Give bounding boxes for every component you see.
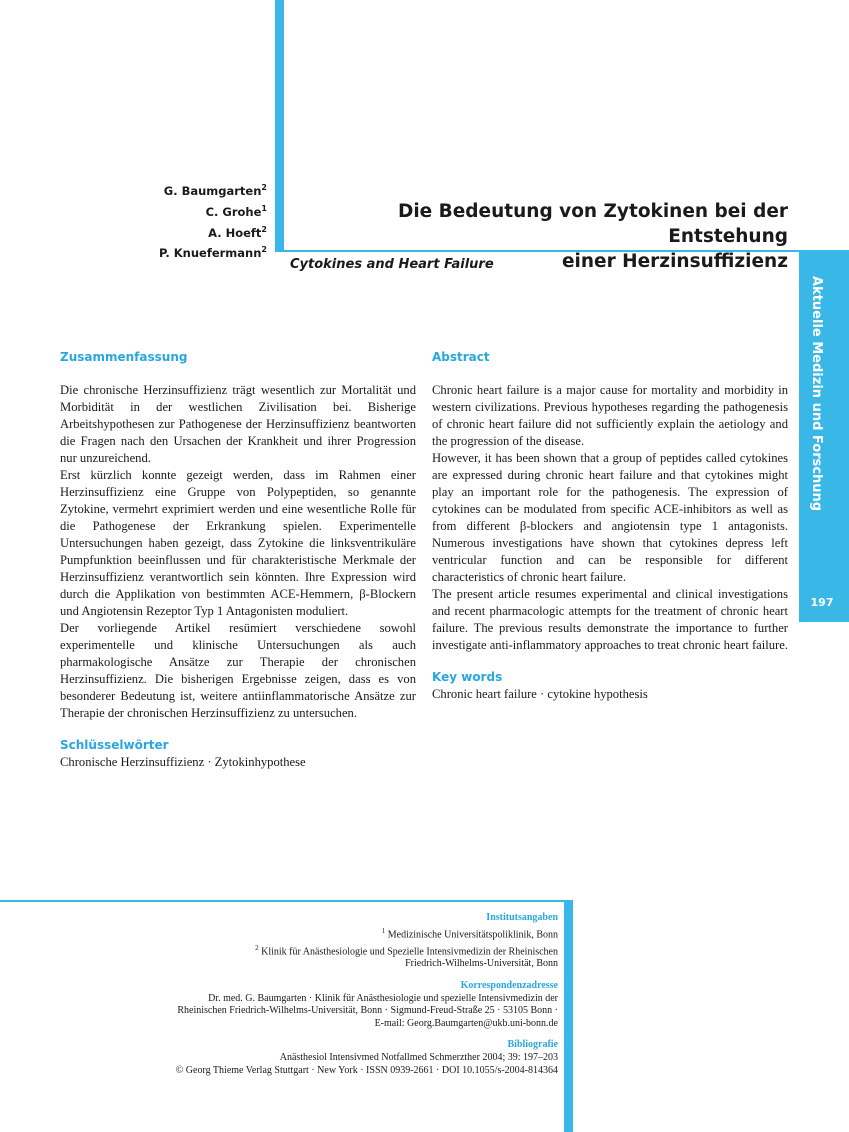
- abstract-paragraph: Die chronische Herzinsuffizienz trägt wesentlich zur Mortalität und Morbidität in der westlichen Zivilisation bei. Bisherige Arbeitshypothesen zur Pathogenese der Herzinsuffizienz beantworten die Fragen nach den Ursachen der Krankheit und ihrer Progression nur unzureichend.: [60, 383, 416, 465]
- author-list: [159, 179, 267, 262]
- german-abstract-column: [60, 350, 416, 771]
- section-side-tab: [799, 251, 849, 622]
- info-box-bar: [564, 900, 573, 1132]
- abstract-paragraph: Erst kürzlich konnte gezeigt werden, dass im Rahmen einer Herzinsuffizienz eine Gruppe von Polypeptiden, so genannte Zytokine, vermehrt exprimiert werden und eine wesentliche Rolle für die Pathogenese der Erkrankung spielen. Experimentelle Untersuchungen haben gezeigt, dass Zytokine die linksventrikuläre Pumpfunktion beeinflussen und für charakteristische Merkmale der Herzinsuffizienz verantwortlich sein könnten. Ihre Expression wird durch die Applikation von bestimmten ACE-Hemmern, β-Blockern und Angiotensin Rezeptor Typ 1 Antagonisten moduliert.: [60, 468, 416, 618]
- author: A. Hoeft$^2$: [208, 224, 267, 240]
- correspondence-email: E-mail: Georg.Baumgarten@ukb.uni-bonn.de: [374, 1017, 558, 1029]
- correspondence-heading: Korrespondenzadresse: [460, 980, 558, 992]
- keywords-text: Chronic heart failure · cytokine hypothesis: [432, 687, 648, 701]
- abstract-paragraph: Chronic heart failure is a major cause for mortality and morbidity in western civilizations. Previous hypotheses regarding the pathogenesis of chronic heart failure did not sufficiently explain the aetiology and the progression of the disease.: [432, 383, 788, 448]
- abstract-paragraph: Der vorliegende Artikel resümiert verschiedene sowohl experimentelle und klinische Untersuchungen als auch pharmakologische Ansätze zur Therapie der chronischen Herzinsuffizienz. Die bisherigen Ergebnisse zeigen, dass es von besonderer Bedeutung ist, weitere antiinflammatorische Ansätze zur Therapie der chronischen Herzinsuffizienz zu untersuchen.: [60, 621, 416, 720]
- author: P. Knuefermann$^2$: [159, 245, 267, 261]
- institution-line: Friedrich-Wilhelms-Universität, Bonn: [405, 958, 558, 970]
- top-accent-bar: [275, 0, 284, 251]
- institution-line: $^1$ Medizinische Universitätspoliklinik, Bonn: [381, 926, 558, 940]
- correspondence-line: Dr. med. G. Baumgarten · Klinik für Anästhesiologie und spezielle Intensivmedizin der: [208, 992, 558, 1004]
- english-abstract-column: [432, 350, 788, 703]
- correspondence-line: Rheinischen Friedrich-Wilhelms-Universität, Bonn · Sigmund-Freud-Straße 25 · 53105 Bonn ·: [177, 1005, 558, 1017]
- author: C. Grohe$^1$: [205, 203, 267, 219]
- article-subtitle: Cytokines and Heart Failure: [290, 257, 494, 272]
- author: G. Baumgarten$^2$: [163, 183, 267, 198]
- title-line: einer Herzinsuffizienz: [561, 251, 788, 272]
- page-number: 197: [810, 596, 834, 609]
- bibliography-line: © Georg Thieme Verlag Stuttgart · New York · ISSN 0939-2661 · DOI 10.1055/s-2004-814364: [175, 1064, 558, 1076]
- bibliography-heading: Bibliografie: [507, 1039, 558, 1051]
- keywords-text: Chronische Herzinsuffizienz · Zytokinhypothese: [60, 755, 306, 769]
- institution-line: $^2$ Klinik für Anästhesiologie und Spezielle Intensivmedizin der Rheinischen: [255, 943, 558, 957]
- article-info-box: [100, 912, 558, 1077]
- english-abstract-heading: Abstract: [432, 350, 490, 364]
- info-box-rule: [0, 900, 573, 902]
- bibliography-line: Anästhesiol Intensivmed Notfallmed Schmerzther 2004; 39: 197–203: [279, 1052, 558, 1063]
- keywords-heading: Schlüsselwörter: [60, 738, 169, 752]
- abstract-paragraph: The present article resumes experimental and clinical investigations and recent pharmacologic attempts for the treatment of chronic heart failure. The previous results demonstrate the importance to further investigate anti-inflammatory approaches to treat chronic heart failure.: [432, 587, 788, 652]
- keywords-heading: Key words: [432, 670, 503, 684]
- german-abstract-heading: Zusammenfassung: [60, 350, 188, 364]
- title-line: Die Bedeutung von Zytokinen bei der Entstehung: [397, 201, 788, 247]
- institutions-heading: Institutsangaben: [486, 912, 558, 923]
- section-label: Aktuelle Medizin und Forschung: [809, 276, 824, 512]
- abstract-paragraph: However, it has been shown that a group of peptides called cytokines are expressed during chronic heart failure and that cytokines might play an important role for the pathogenesis. The expression of cytokines can be modulated from specific ACE-inhibitors as well as from different β-blockers and angiotensin type 1 antagonists. Numerous investigations have shown that cytokines depress left ventricular function and can be responsible for different characteristics of chronic heart failure.: [432, 451, 788, 584]
